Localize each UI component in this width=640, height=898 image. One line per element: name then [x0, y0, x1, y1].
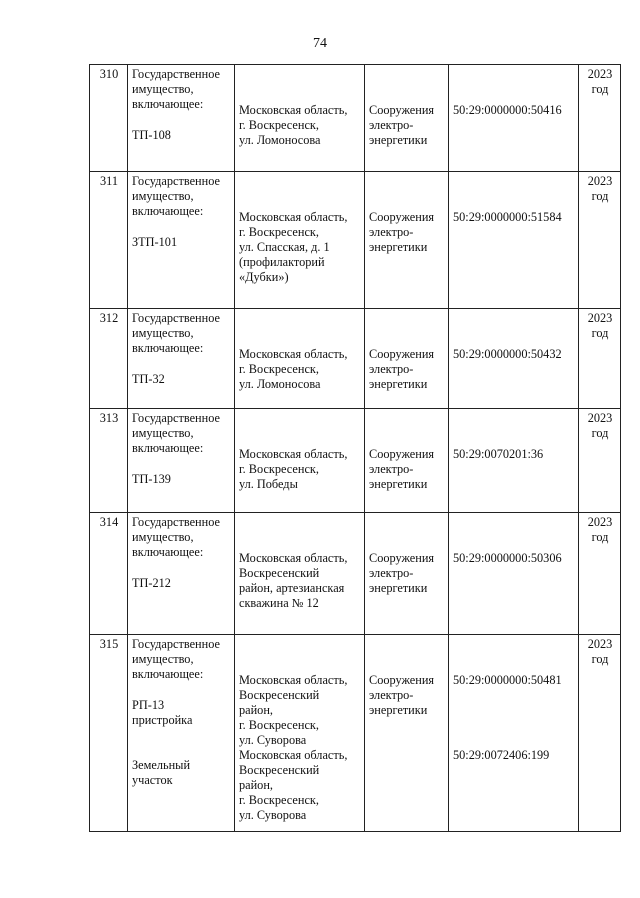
property-group-header: Государственное имущество, включающее:	[132, 311, 220, 355]
property-group-header: Государственное имущество, включающее:	[132, 174, 220, 218]
address-cell	[235, 513, 365, 635]
year-cell	[579, 635, 621, 832]
year: 2023 год	[587, 67, 613, 96]
property-group-header: Государственное имущество, включающее:	[132, 67, 220, 111]
cadastral-number-cell	[449, 65, 579, 172]
property-registry-table	[89, 64, 621, 832]
object-address: Московская область, г. Воскресенск, ул. Ломоносова	[239, 347, 348, 391]
row-number-cell	[90, 172, 128, 309]
row-number: 310	[99, 67, 119, 81]
object-name-cell	[128, 635, 235, 832]
cadastral-number: 50:29:0070201:36	[453, 447, 544, 461]
object-type: Сооружения электро- энергетики	[369, 673, 435, 717]
year: 2023 год	[587, 411, 613, 440]
year: 2023 год	[587, 515, 613, 544]
object-address: Московская область, г. Воскресенск, ул. Победы	[239, 447, 348, 491]
row-number-cell	[90, 409, 128, 513]
table-row	[90, 309, 621, 409]
year: 2023 год	[587, 637, 613, 666]
property-group-header: Государственное имущество, включающее:	[132, 411, 220, 455]
object-type-cell	[365, 635, 449, 832]
object-type-cell	[365, 513, 449, 635]
address-cell	[235, 635, 365, 832]
object-type: Сооружения электро- энергетики	[369, 103, 435, 147]
object-address: Московская область, г. Воскресенск, ул. Ломоносова	[239, 103, 348, 147]
row-number: 311	[100, 174, 118, 188]
row-number-cell	[90, 513, 128, 635]
cadastral-number: 50:29:0000000:50416	[453, 103, 562, 117]
object-address: Московская область, Воскресенский район, г. Воскресенск, ул. Суворова	[239, 673, 348, 747]
object-type-cell	[365, 309, 449, 409]
object-type: Сооружения электро- энергетики	[369, 447, 435, 491]
year-cell	[579, 65, 621, 172]
cadastral-number-cell	[449, 172, 579, 309]
object-name: ТП-32	[132, 372, 165, 386]
row-number: 315	[99, 637, 119, 651]
object-name-cell	[128, 172, 235, 309]
table-row	[90, 65, 621, 172]
object-address: Московская область, Воскресенский район, артезианская скважина № 12	[239, 551, 348, 610]
table-row	[90, 172, 621, 309]
table-row	[90, 513, 621, 635]
object-name-cell	[128, 513, 235, 635]
object-name: РП-13 пристройка	[132, 698, 193, 727]
page-number: 74	[313, 36, 327, 51]
row-number: 312	[99, 311, 119, 325]
year-cell	[579, 409, 621, 513]
table-row	[90, 409, 621, 513]
row-number: 314	[99, 515, 119, 529]
object-type: Сооружения электро- энергетики	[369, 347, 435, 391]
year-cell	[579, 172, 621, 309]
cadastral-number: 50:29:0000000:51584	[453, 210, 562, 224]
object-name-cell	[128, 309, 235, 409]
cadastral-number: 50:29:0000000:50306	[453, 551, 562, 565]
table-row	[90, 635, 621, 832]
object-name: ТП-108	[132, 128, 171, 142]
object-name: ТП-212	[132, 576, 171, 590]
property-group-header: Государственное имущество, включающее:	[132, 637, 220, 681]
object-type-cell	[365, 65, 449, 172]
object-address: Московская область, Воскресенский район, г. Воскресенск, ул. Суворова	[239, 748, 348, 822]
year-cell	[579, 513, 621, 635]
row-number-cell	[90, 309, 128, 409]
property-registry-body	[90, 65, 621, 832]
year: 2023 год	[587, 174, 613, 203]
object-name-cell	[128, 65, 235, 172]
address-cell	[235, 309, 365, 409]
address-cell	[235, 409, 365, 513]
cadastral-number-cell	[449, 635, 579, 832]
property-group-header: Государственное имущество, включающее:	[132, 515, 220, 559]
cadastral-number-cell	[449, 309, 579, 409]
cadastral-number-cell	[449, 513, 579, 635]
year-cell	[579, 309, 621, 409]
object-address: Московская область, г. Воскресенск, ул. Спасская, д. 1 (профилакторий «Дубки»)	[239, 210, 348, 284]
object-type: Сооружения электро- энергетики	[369, 210, 435, 254]
object-type: Сооружения электро- энергетики	[369, 551, 435, 595]
row-number-cell	[90, 65, 128, 172]
object-name: ЗТП-101	[132, 235, 178, 249]
cadastral-number: 50:29:0000000:50432	[453, 347, 562, 361]
cadastral-number: 50:29:0000000:50481	[453, 673, 562, 687]
object-name: ТП-139	[132, 472, 171, 486]
address-cell	[235, 172, 365, 309]
row-number: 313	[99, 411, 119, 425]
object-name: Земельный участок	[132, 758, 191, 787]
address-cell	[235, 65, 365, 172]
year: 2023 год	[587, 311, 613, 340]
object-type-cell	[365, 172, 449, 309]
object-type-cell	[365, 409, 449, 513]
object-name-cell	[128, 409, 235, 513]
cadastral-number: 50:29:0072406:199	[453, 748, 550, 762]
row-number-cell	[90, 635, 128, 832]
cadastral-number-cell	[449, 409, 579, 513]
